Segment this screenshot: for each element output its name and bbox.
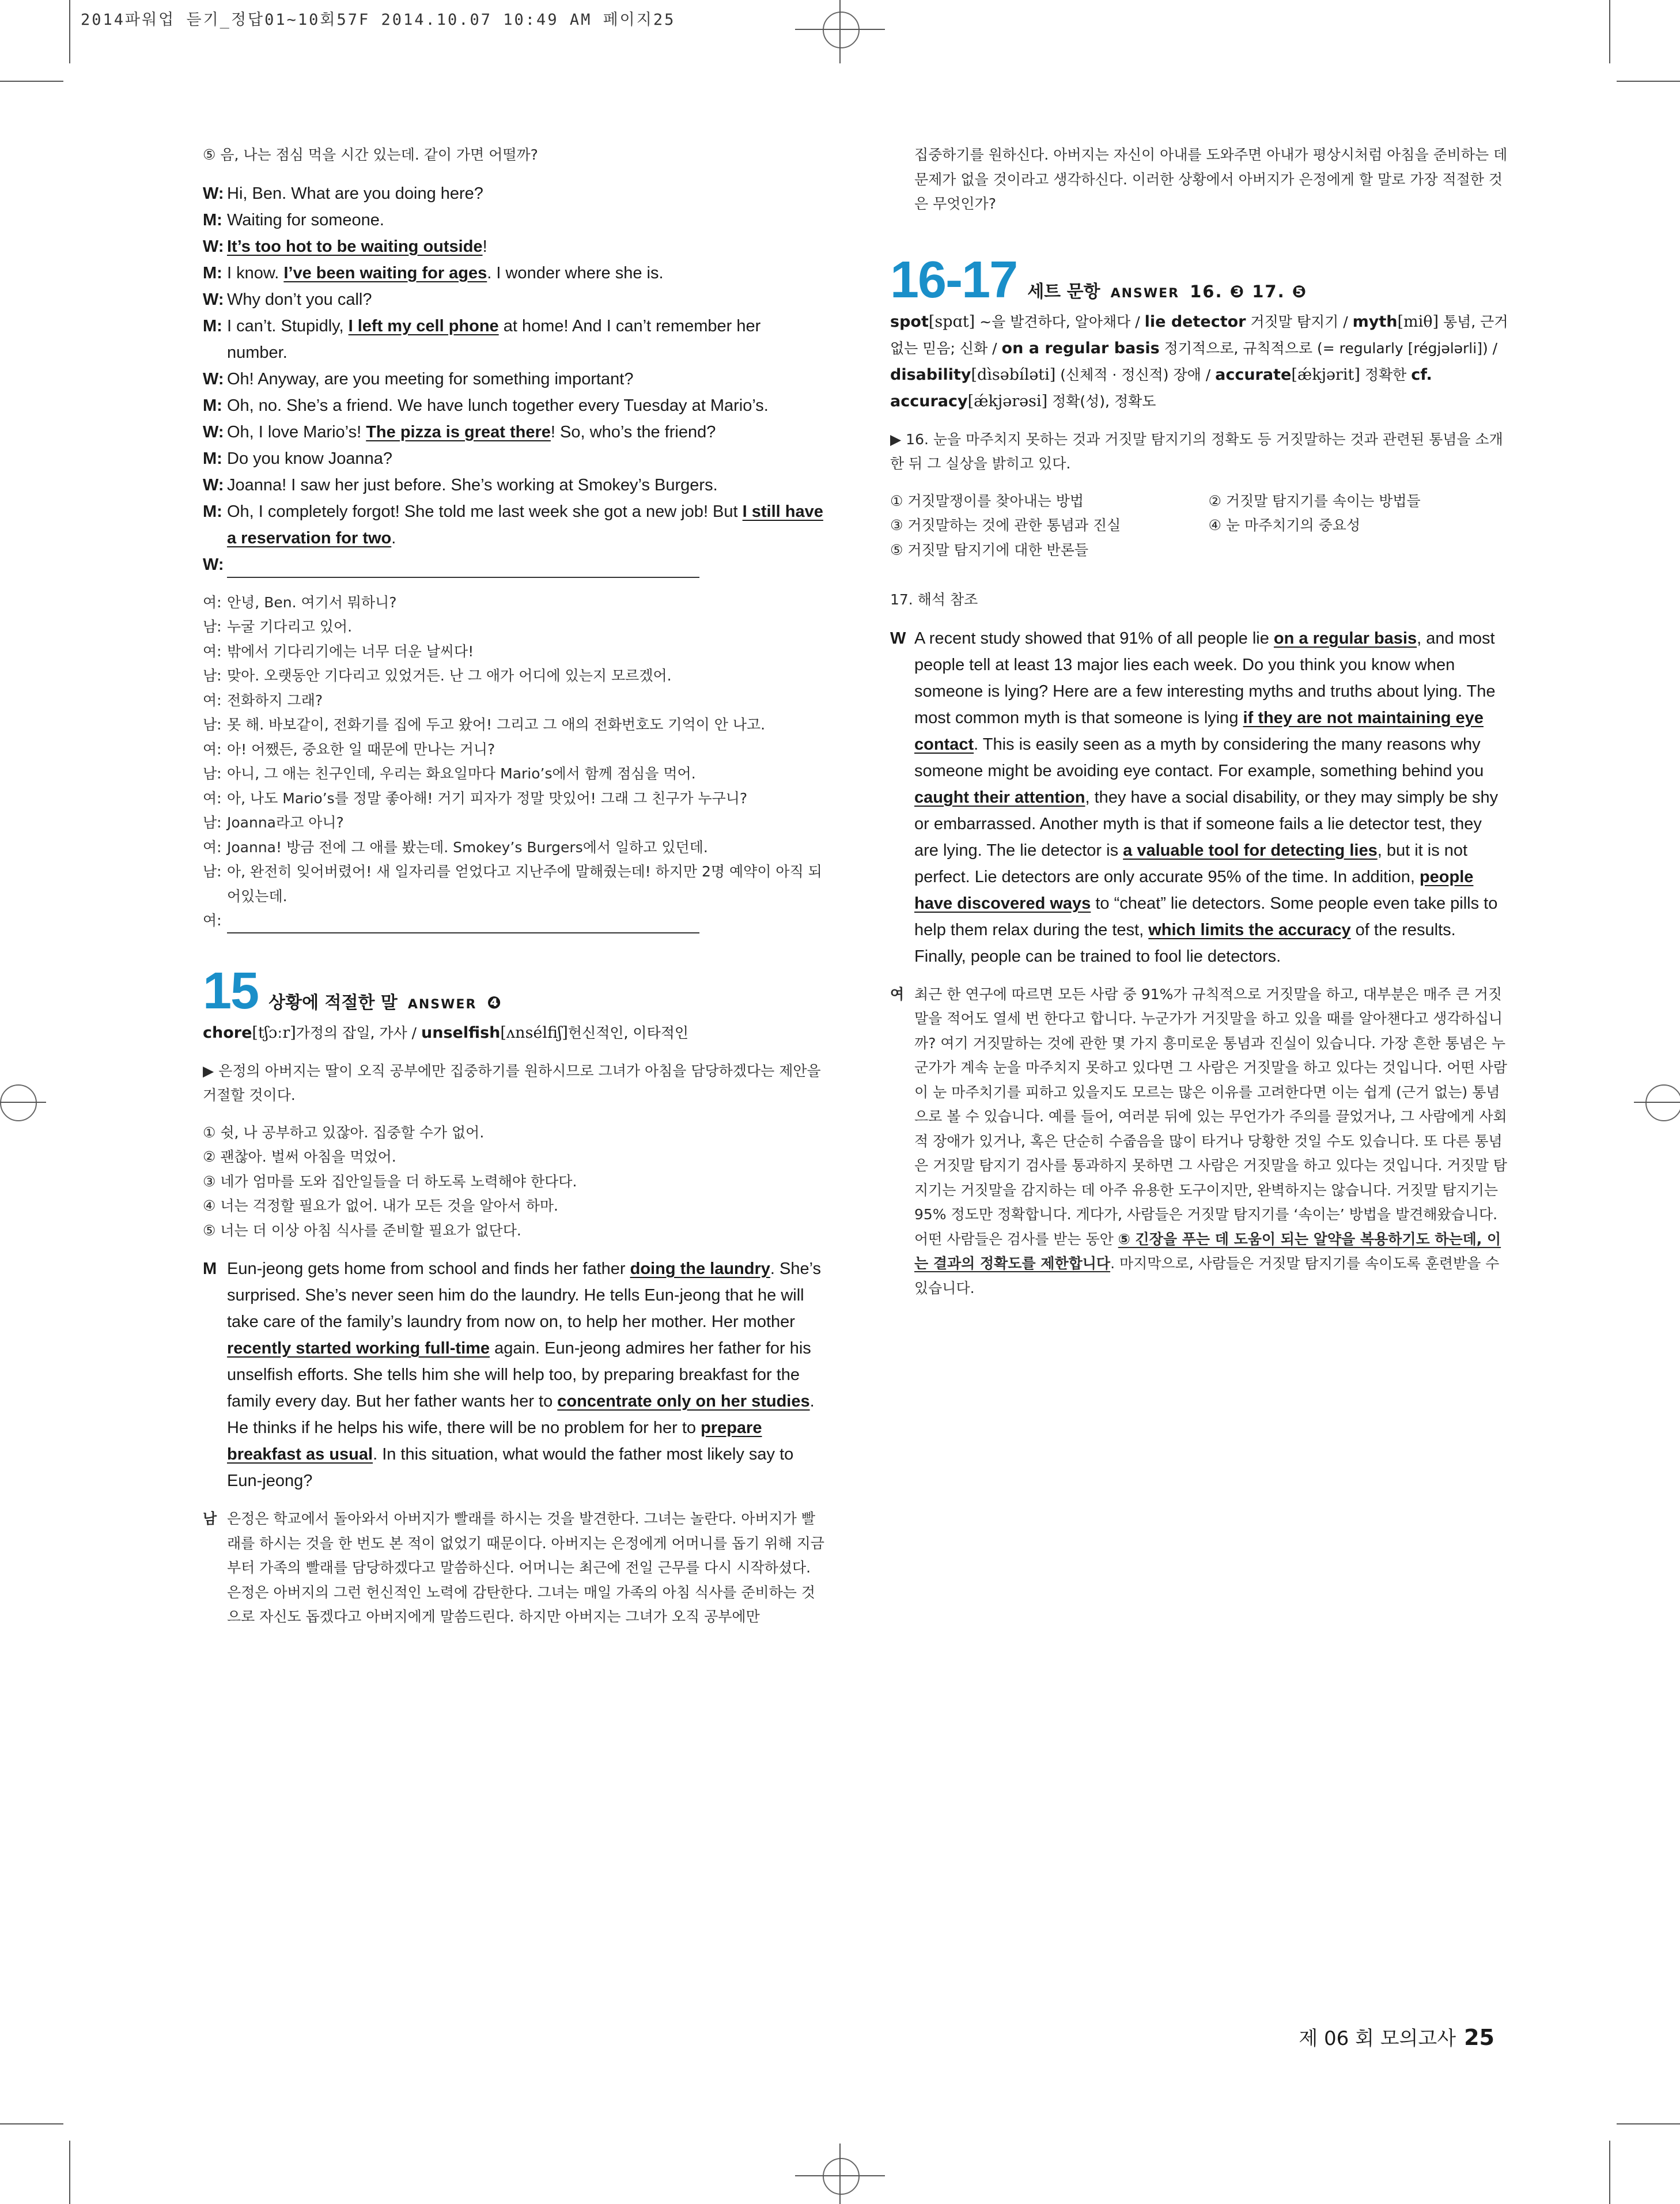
text-run: Oh, I completely forgot! She told me last week she got a new job! But (227, 502, 743, 521)
text-run: 전화하지 그래? (227, 691, 323, 709)
speaker-label: 여: (203, 691, 222, 709)
text-run: Waiting for someone. (227, 210, 384, 229)
text-run: , they have a social disability, or they may simply be shy or embarrassed. Another myth is that if someone fails a lie detector test, they are lying. The lie detector is (914, 788, 1499, 860)
crop-mark (69, 2141, 70, 2204)
dialog-line (203, 392, 825, 419)
q14-dialog-ko (203, 591, 825, 933)
underlined-phrase: It’s too hot to be waiting outside (227, 237, 483, 256)
speaker-label: M: (203, 263, 222, 282)
speaker-label: M: (203, 449, 222, 468)
vocab-word: cf. accuracy (890, 365, 1432, 410)
answer-blank (227, 559, 699, 578)
vocab-meaning: ~을 발견하다, 알아채다 / (975, 313, 1145, 330)
dialog-line (203, 787, 825, 811)
question-title: 상황에 적절한 말 (268, 992, 398, 1013)
dialog-line (203, 472, 825, 498)
vocab-pronunciation: [miθ] (1397, 312, 1439, 331)
speaker-label: 남: (203, 667, 222, 684)
answer-option: ⑤ 너는 더 이상 아침 식사를 준비할 필요가 없단다. (203, 1222, 521, 1239)
q16-17-monologue: W A recent study showed that 91% of all people lie on a regular basis, and most people tell at least 13 major lies each week. Do you think you know when someone is lying? Here are a few interesting myths and truths about lying. The most common myth is that someone is lying if they are not maintaining eye contact. This is easily seen as a myth by considering the many reasons why someone might be avoiding eye contact. For example, something behind you caught their attention, they have a social disability, or they may simply be shy or embarrassed. Another myth is that if someone fails a lie detector test, they are lying. The lie detector is a valuable tool for detecting lies, but it is not perfect. Lie detectors are only accurate 95% of the time. In addition, people have discovered ways to “cheat” lie detectors. Some people even take pills to help them relax during the test, which limits the accuracy of the results. Finally, people can be trained to fool lie detectors. (890, 629, 1499, 966)
vocab-word: lie detector (1144, 312, 1246, 331)
text-run: . She’s surprised. She’s never seen him do the laundry. He tells Eun-jeong that he will take care of the family’s laundry from now on, to help her mother. Her mother (227, 1260, 822, 1331)
answer-label: ANSWER (407, 997, 477, 1012)
speaker-label: M: (203, 316, 222, 335)
q17-explanation: 17. 해석 참조 (890, 591, 978, 608)
dialog-line (203, 366, 825, 392)
dialog-line (203, 313, 825, 366)
dialog-line (203, 207, 825, 233)
underlined-phrase: ⑤ 긴장을 푸는 데 도움이 되는 알약을 복용하기도 하는데, 이는 결과의 정확도를 제한합니다 (914, 1230, 1501, 1272)
speaker-label: M: (203, 502, 222, 521)
registration-mark (823, 2158, 860, 2195)
speaker-label: 남: (203, 765, 222, 782)
q15-vocab (203, 1020, 825, 1046)
text-run: Do you know Joanna? (227, 449, 392, 468)
dialog-line (203, 762, 825, 787)
text-run: Eun-jeong gets home from school and finds her father (227, 1260, 630, 1278)
vocab-pronunciation: [tʃɔːr] (252, 1023, 296, 1042)
underlined-phrase: I’ve been waiting for ages (283, 263, 487, 282)
text-run: 아니, 그 애는 친구인데, 우리는 화요일마다 Mario’s에서 함께 점심을 먹어. (227, 765, 696, 782)
registration-mark (839, 0, 841, 63)
vocab-word: unselfish (421, 1023, 501, 1042)
vocab-meaning: 헌신적인, 이타적인 (567, 1024, 689, 1041)
dialog-line (203, 640, 825, 664)
page-footer (1299, 2022, 1494, 2051)
speaker-label: W: (203, 290, 224, 309)
q15-options (203, 1121, 825, 1243)
underlined-phrase: I left my cell phone (348, 316, 499, 335)
crop-mark (1617, 81, 1680, 82)
speaker-label: 여: (203, 740, 222, 758)
vocab-meaning: 정기적으로, 규칙적으로 (= regularly [régjələrli]) / (1159, 339, 1498, 357)
dialog-line (203, 233, 825, 260)
vocab-meaning: 통념, 근거 없는 믿음; 신화 / (890, 313, 1508, 357)
text-run: . This is easily seen as a myth by considering the many reasons why someone might be avoiding eye contact. For example, something behind you (914, 735, 1484, 780)
q16-17-translation: 여 최근 한 연구에 따르면 모든 사람 중 91%가 규칙적으로 거짓말을 하고, 대부분은 매주 큰 거짓말을 적어도 열세 번 한다고 합니다. 누군가가 거짓말을 하고 있을 때를 알아챈다고 생각하십니까? 여기 거짓말하는 것에 관한 몇 가지 흥미로운 통념과 진실이 있습니다. 가장 흔한 통념은 누군가가 계속 눈을 마주치지 못하고 있다면 그 사람은 거짓말을 하고 있다는 것입니다. 어떤 사람이 눈 마주치기를 피하고 있을지도 모르는 많은 이유를 고려한다면 이는 쉽게 (근거 없는) 통념으로 볼 수 있습니다. 예를 들어, 여러분 뒤에 있는 무언가가 주의를 끌었거나, 그 사람에게 사회적 장애가 있거나, 혹은 단순히 수줍음을 많이 타거나 당황한 것일 수도 있습니다. 또 다른 통념은 거짓말 탐지기 검사를 통과하지 못하면 그 사람은 거짓말을 하고 있다는 것입니다. 거짓말 탐지기는 거짓말을 감지하는 데 아주 유용한 도구이지만, 완벽하지는 않습니다. 거짓말 탐지기는 95% 정도만 정확합니다. 게다가, 사람들은 거짓말 탐지기를 ‘속이는’ 방법을 발견해왔습니다. 어떤 사람들은 검사를 받는 동안 ⑤ 긴장을 푸는 데 도움이 되는 알약을 복용하기도 하는데, 이는 결과의 정확도를 제한합니다. 마지막으로, 사람들은 거짓말 탐지기를 속이도록 훈련받을 수 있습니다. (890, 985, 1507, 1296)
right-column (890, 143, 1509, 1301)
dialog-line (203, 591, 825, 615)
text-run: Joanna라고 아니? (227, 814, 344, 831)
print-header: 2014파워업 듣기_정답01~10회57F 2014.10.07 10:49 AM 페이지25 (81, 11, 676, 29)
registration-mark (1645, 1084, 1680, 1121)
vocab-meaning: 정확(성), 정확도 (1047, 392, 1156, 410)
speaker-label: W: (203, 555, 224, 574)
vocab-word: disability (890, 365, 971, 384)
footer-label: 제 06 회 모의고사 (1299, 2027, 1456, 2050)
vocab-word: accurate (1215, 365, 1292, 384)
speaker-label: W: (203, 184, 224, 203)
vocab-meaning: (신체적 · 정신적) 장애 / (1055, 366, 1216, 383)
speaker-label: 남: (203, 863, 222, 880)
answer-option: ③ 거짓말하는 것에 관한 통념과 진실 (890, 517, 1121, 534)
text-run: Oh, I love Mario’s! (227, 422, 366, 441)
text-run: A recent study showed that 91% of all people lie (914, 629, 1274, 648)
vocab-meaning: 가정의 잡일, 가사 / (296, 1024, 421, 1041)
dialog-line (203, 445, 825, 472)
dialog-line (203, 419, 825, 445)
q15-monologue: M Eun-jeong gets home from school and finds her father doing the laundry. She’s surprised. She’s never seen him do the laundry. He tells Eun-jeong that he will take care of the family’s laundry from now on, to help her mother. Her mother recently started working full-time again. Eun-jeong admires her father for his unselfish efforts. She tells him she will help too, by preparing breakfast for the family every day. But her father wants her to concentrate only on her studies. He thinks if he helps his wife, there will be no problem for her to prepare breakfast as usual. In this situation, what would the father most likely say to Eun-jeong? (203, 1260, 822, 1490)
dialog-line (203, 909, 825, 933)
q15-translation: 남 은정은 학교에서 돌아와서 아버지가 빨래를 하시는 것을 발견한다. 그녀는 놀란다. 아버지가 빨래를 하시는 것을 한 번도 본 적이 없었기 때문이다. 아버지는 은정에게 어머니를 돕기 위해 지금부터 가족의 빨래를 담당하겠다고 말씀하신다. 어머니는 최근에 전일 근무를 다시 시작하셨다. 은정은 아버지의 그런 헌신적인 노력에 감탄한다. 그녀는 매일 가족의 아침 식사를 준비하는 것으로 자신도 돕겠다고 아버지에게 말씀드린다. 하지만 아버지는 그녀가 오직 공부에만 (203, 1510, 824, 1625)
text-run: Joanna! 방금 전에 그 애를 봤는데. Smokey’s Burgers에서 일하고 있던데. (227, 838, 708, 856)
left-column (203, 143, 825, 1630)
vocab-meaning: 거짓말 탐지기 / (1246, 313, 1353, 330)
registration-mark (839, 2143, 841, 2204)
question-number: 16-17 (890, 251, 1017, 309)
answer-blank (227, 915, 699, 933)
q16-explanation: ▶ 16. 눈을 마주치지 못하는 것과 거짓말 탐지기의 정확도 등 거짓말하는 것과 관련된 통념을 소개한 뒤 그 실상을 밝히고 있다. (890, 430, 1503, 472)
crop-mark (1617, 2123, 1680, 2124)
text-run: . In this situation, what would the father most likely say to Eun-jeong? (227, 1445, 794, 1490)
answer-label: ANSWER (1110, 286, 1180, 301)
speaker-label: 남: (203, 814, 222, 831)
text-run: Oh, no. She’s a friend. We have lunch together every Tuesday at Mario’s. (227, 396, 769, 415)
underlined-phrase: doing the laundry (630, 1260, 770, 1278)
underlined-phrase: I still have a reservation for two (227, 502, 823, 547)
q15-translation-cont: 집중하기를 원하신다. 아버지는 자신이 아내를 도와주면 아내가 평상시처럼 아침을 준비하는 데 문제가 없을 것이라고 생각하신다. 이러한 상황에서 아버지가 은정에게 할 말로 가장 적절한 것은 무엇인가? (914, 146, 1508, 212)
crop-mark (69, 0, 70, 63)
dialog-line (203, 260, 825, 286)
vocab-word: spot (890, 312, 929, 331)
dialog-line (203, 664, 825, 689)
text-run: of the results. Finally, people can be trained to fool lie detectors. (914, 920, 1456, 966)
underlined-phrase: if they are not maintaining eye contact (914, 708, 1484, 754)
dialog-line (203, 811, 825, 836)
text-run: 안녕, Ben. 여기서 뭐하니? (227, 593, 397, 611)
answer-option: ① 거짓말쟁이를 찾아내는 방법 (890, 492, 1084, 509)
speaker-label: 여: (203, 593, 222, 611)
underlined-phrase: concentrate only on her studies (557, 1392, 810, 1411)
vocab-pronunciation: [spɑt] (928, 312, 975, 331)
registration-mark (0, 1102, 46, 1103)
speaker-label: W: (203, 369, 224, 388)
crop-mark (1609, 2141, 1610, 2204)
answer-option: ② 거짓말 탐지기를 속이는 방법들 (1208, 492, 1421, 509)
text-run: . 마지막으로, 사람들은 거짓말 탐지기를 속이도록 훈련받을 수 있습니다. (914, 1255, 1500, 1296)
dialog-line (203, 180, 825, 207)
text-run: 최근 한 연구에 따르면 모든 사람 중 91%가 규칙적으로 거짓말을 하고, 대부분은 매주 큰 거짓말을 적어도 열세 번 한다고 합니다. 누군가가 거짓말을 하고 있을 때를 알아챈다고 생각하십니까? 여기 거짓말하는 것에 관한 몇 가지 흥미로운 통념과 진실이 있습니다. 가장 흔한 통념은 누군가가 계속 눈을 마주치지 못하고 있다면 그 사람은 거짓말을 하고 있다는 것입니다. 어떤 사람이 눈 마주치기를 피하고 있을지도 모르는 많은 이유를 고려한다면 이는 쉽게 (근거 없는) 통념으로 볼 수 있습니다. 예를 들어, 여러분 뒤에 있는 무언가가 주의를 끌었거나, 그 사람에게 사회적 장애가 있거나, 혹은 단순히 수줍음을 많이 타거나 당황한 것일 수도 있습니다. 또 다른 통념은 거짓말 탐지기 검사를 통과하지 못하면 그 사람은 거짓말을 하고 있다는 것입니다. 거짓말 탐지기는 거짓말을 감지하는 데 아주 유용한 도구이지만, 완벽하지는 않습니다. 거짓말 탐지기는 95% 정도만 정확합니다. 게다가, 사람들은 거짓말 탐지기를 ‘속이는’ 방법을 발견해왔습니다. 어떤 사람들은 검사를 받는 동안 (914, 985, 1507, 1247)
text-run: Hi, Ben. What are you doing here? (227, 184, 483, 203)
crop-mark (0, 81, 63, 82)
q16-options (890, 489, 1509, 563)
text-run: 아, 나도 Mario’s를 정말 좋아해! 거기 피자가 정말 맛있어! 그래 그 친구가 누구니? (227, 789, 748, 807)
dialog-line (203, 498, 825, 551)
dialog-line (203, 689, 825, 713)
crop-mark (1609, 0, 1610, 63)
answer-option: ② 괜찮아. 벌써 아침을 먹었어. (203, 1148, 396, 1165)
vocab-meaning: 정확한 (1360, 366, 1412, 383)
speaker-label: 남: (203, 716, 222, 733)
underlined-phrase: a valuable tool for detecting lies (1123, 841, 1378, 860)
question-number: 15 (203, 962, 259, 1020)
underlined-phrase: The pizza is great there (366, 422, 551, 441)
text-run: ! (482, 237, 487, 256)
underlined-phrase: people have discovered ways (914, 867, 1474, 913)
dialog-line (203, 551, 825, 578)
text-run: ! So, who’s the friend? (550, 422, 716, 441)
vocab-pronunciation: [dìsəbíləti] (971, 365, 1056, 384)
q14-dialog-en (203, 180, 825, 578)
text-run: at home! And I can’t remember her number. (227, 316, 761, 362)
speaker-label: 여: (203, 789, 222, 807)
text-run: . I wonder where she is. (487, 263, 664, 282)
dialog-line (203, 615, 825, 640)
speaker-label: 여: (203, 642, 222, 660)
speaker-label: 남: (203, 618, 222, 635)
underlined-phrase: which limits the accuracy (1148, 920, 1351, 939)
text-run: 아, 완전히 잊어버렸어! 새 일자리를 얻었다고 지난주에 말해줬는데! 하지만 2명 예약이 아직 되어있는데. (227, 863, 822, 905)
text-run: 아! 어쨌든, 중요한 일 때문에 만나는 거니? (227, 740, 495, 758)
q15-explanation: ▶ 은정의 아버지는 딸이 오직 공부에만 집중하기를 원하시므로 그녀가 아침을 담당하겠다는 제안을 거절할 것이다. (203, 1062, 821, 1103)
q16-17-vocab (890, 309, 1509, 415)
speaker-label: W: (203, 475, 224, 494)
speaker-label: 여: (203, 912, 222, 929)
dialog-line (203, 836, 825, 860)
text-run: I can’t. Stupidly, (227, 316, 349, 335)
text-run: , but it is not perfect. Lie detectors are only accurate 95% of the time. In addition, (914, 841, 1468, 886)
dialog-line (203, 286, 825, 313)
answer-value: ❹ (487, 992, 502, 1012)
crop-mark (0, 2123, 63, 2124)
vocab-pronunciation: [ǽkjərit] (1291, 365, 1360, 384)
text-run: 맞아. 오랫동안 기다리고 있었거든. 난 그 애가 어디에 있는지 모르겠어. (227, 667, 672, 684)
dialog-line (203, 738, 825, 762)
text-run: . He thinks if he helps his wife, there will be no problem for her to (227, 1392, 815, 1437)
answer-option: ④ 너는 걱정할 필요가 없어. 내가 모든 것을 알아서 하마. (203, 1197, 558, 1214)
speaker-label: 여: (203, 838, 222, 856)
answer-value: 16. ❸ 17. ❺ (1190, 281, 1308, 301)
text-run: Joanna! I saw her just before. She’s working at Smokey’s Burgers. (227, 475, 718, 494)
text-run: again. Eun-jeong admires her father for his unselfish efforts. She tells him she will help too, by preparing breakfast for the family every day. But her father wants her to (227, 1339, 811, 1411)
answer-option: ④ 눈 마주치기의 중요성 (1208, 517, 1361, 534)
vocab-word: chore (203, 1023, 252, 1042)
text-run: to “cheat” lie detectors. Some people even take pills to help them relax during the test, (914, 894, 1498, 939)
underlined-phrase: on a regular basis (1273, 629, 1417, 648)
q16-17-heading (890, 251, 1509, 309)
text-run: 못 해. 바보같이, 전화기를 집에 두고 왔어! 그리고 그 애의 전화번호도 기억이 안 나고. (227, 716, 766, 733)
text-run: Why don’t you call? (227, 290, 372, 309)
speaker-label: M: (203, 396, 222, 415)
q15-heading (203, 962, 825, 1020)
q14-option-5: ⑤ 음, 나는 점심 먹을 시간 있는데. 같이 가면 어떨까? (203, 146, 538, 163)
registration-mark (823, 12, 860, 48)
dialog-line (203, 860, 825, 909)
answer-option: ⑤ 거짓말 탐지기에 대한 반론들 (890, 541, 1089, 558)
vocab-word: myth (1352, 312, 1398, 331)
question-title: 세트 문항 (1027, 281, 1100, 302)
registration-mark (1634, 1102, 1680, 1103)
text-run: , and most people tell at least 13 major lies each week. Do you think you know when someone is lying? Here are a few interesting myths and truths about lying. The most common myth is that someone is lying (914, 629, 1496, 727)
vocab-pronunciation: [ʌnsélfiʃ] (500, 1023, 568, 1042)
text-run: I know. (227, 263, 284, 282)
answer-option: ① 쉿, 나 공부하고 있잖아. 집중할 수가 없어. (203, 1124, 485, 1141)
dialog-line (203, 713, 825, 738)
speaker-label: M: (203, 210, 222, 229)
underlined-phrase: recently started working full-time (227, 1339, 490, 1358)
text-run: 밖에서 기다리기에는 너무 더운 날씨다! (227, 642, 474, 660)
speaker-label: W: (203, 422, 224, 441)
registration-mark (0, 1084, 37, 1121)
vocab-pronunciation: [ǽkjərəsi] (967, 392, 1048, 410)
text-run: Oh! Anyway, are you meeting for something important? (227, 369, 634, 388)
text-run: . (391, 528, 396, 547)
answer-option: ③ 네가 엄마를 도와 집안일들을 더 하도록 노력해야 한다다. (203, 1173, 577, 1190)
vocab-word: on a regular basis (1001, 339, 1160, 357)
text-run: 누굴 기다리고 있어. (227, 618, 353, 635)
speaker-label: W: (203, 237, 224, 256)
underlined-phrase: caught their attention (914, 788, 1085, 807)
underlined-phrase: prepare breakfast as usual (227, 1419, 762, 1464)
page-number: 25 (1464, 2025, 1494, 2050)
